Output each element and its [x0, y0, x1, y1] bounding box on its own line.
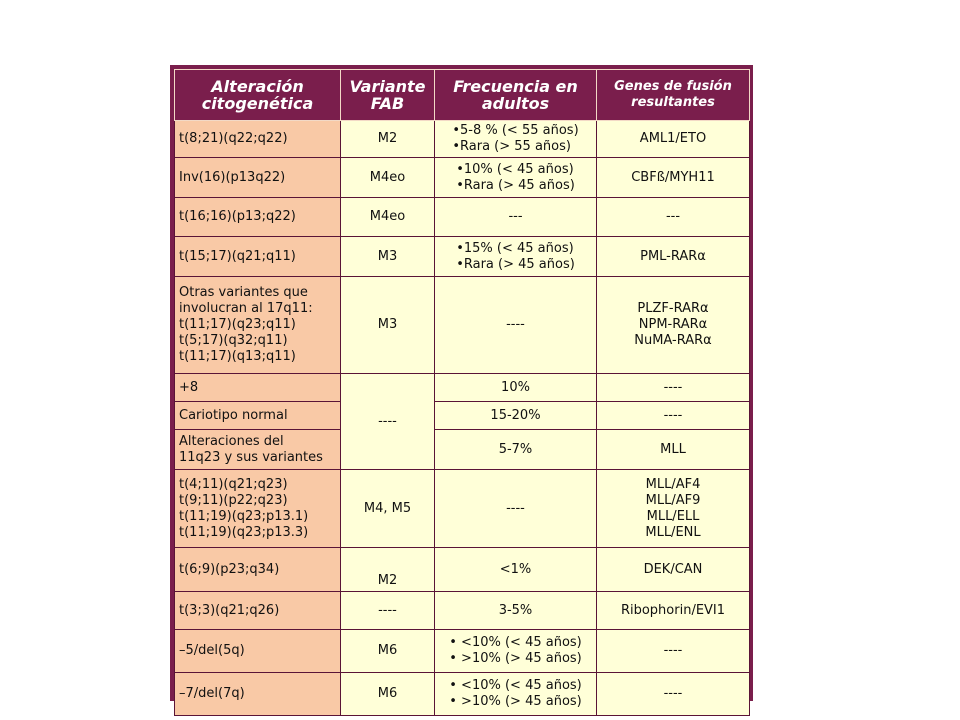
- cell-fusion-genes: Ribophorin/EVI1: [597, 592, 750, 630]
- table-row: [175, 630, 750, 673]
- cell-alteration: Otras variantes que involucran al 17q11: t(11;17)(q23;q11) t(5;17)(q32;q11) t(11;17)(q13;q11): [175, 277, 341, 374]
- header-frecuencia: Frecuencia en adultos: [435, 70, 597, 121]
- cell-alteration: t(16;16)(p13;q22): [175, 198, 341, 237]
- table-row: [175, 158, 750, 198]
- cell-frequency: ---: [435, 198, 597, 237]
- cytogenetics-table-frame: [170, 65, 753, 709]
- cell-fusion-genes: ----: [597, 630, 750, 673]
- cell-alteration: t(4;11)(q21;q23) t(9;11)(p22;q23) t(11;19)(q23;p13.1) t(11;19)(q23;p13.3): [175, 470, 341, 548]
- table-row: [175, 470, 750, 548]
- cell-alteration: +8: [175, 374, 341, 402]
- cell-frequency: ----: [435, 277, 597, 374]
- table-row: [175, 121, 750, 158]
- cell-alteration: t(15;17)(q21;q11): [175, 237, 341, 277]
- table-row: [175, 402, 750, 430]
- cell-fusion-genes: PML-RARα: [597, 237, 750, 277]
- cell-frequency: ----: [435, 470, 597, 548]
- cell-fusion-genes: PLZF-RARα NPM-RARα NuMA-RARα: [597, 277, 750, 374]
- cell-alteration: t(6;9)(p23;q34): [175, 548, 341, 592]
- cell-fab: M3: [341, 277, 435, 374]
- cell-fusion-genes: ----: [597, 402, 750, 430]
- cell-frequency: •5-8 % (< 55 años) •Rara (> 55 años): [435, 121, 597, 158]
- cell-fusion-genes: ----: [597, 673, 750, 716]
- cell-fusion-genes: MLL/AF4 MLL/AF9 MLL/ELL MLL/ENL: [597, 470, 750, 548]
- header-variante: Variante FAB: [341, 70, 435, 121]
- table-row: [175, 673, 750, 716]
- cell-alteration: t(8;21)(q22;q22): [175, 121, 341, 158]
- table-row: [175, 430, 750, 470]
- table-row: [175, 374, 750, 402]
- cell-fusion-genes: ---: [597, 198, 750, 237]
- cell-fusion-genes: AML1/ETO: [597, 121, 750, 158]
- cell-fusion-genes: ----: [597, 374, 750, 402]
- table-row: [175, 548, 750, 592]
- cell-fab: M2: [341, 121, 435, 158]
- cell-fab: M6: [341, 673, 435, 716]
- cell-alteration: Inv(16)(p13q22): [175, 158, 341, 198]
- cell-alteration: –5/del(5q): [175, 630, 341, 673]
- cell-frequency: 3-5%: [435, 592, 597, 630]
- cell-fusion-genes: CBFß/MYH11: [597, 158, 750, 198]
- table-row: [175, 277, 750, 374]
- cell-fab: M4, M5: [341, 470, 435, 548]
- cell-fab: M4eo: [341, 198, 435, 237]
- cell-frequency: <1%: [435, 548, 597, 592]
- cell-frequency: 5-7%: [435, 430, 597, 470]
- cell-alteration: Cariotipo normal: [175, 402, 341, 430]
- cell-alteration: Alteraciones del 11q23 y sus variantes: [175, 430, 341, 470]
- table-row: [175, 198, 750, 237]
- cell-fab: M2: [341, 548, 435, 592]
- cell-alteration: t(3;3)(q21;q26): [175, 592, 341, 630]
- cell-frequency: • <10% (< 45 años) • >10% (> 45 años): [435, 673, 597, 716]
- header-row: [175, 70, 750, 121]
- cell-fab: M6: [341, 630, 435, 673]
- table-row: [175, 592, 750, 630]
- cell-fusion-genes: MLL: [597, 430, 750, 470]
- cell-fab: M4eo: [341, 158, 435, 198]
- cell-frequency: 10%: [435, 374, 597, 402]
- table-row: [175, 237, 750, 277]
- cell-alteration: –7/del(7q): [175, 673, 341, 716]
- cell-fusion-genes: DEK/CAN: [597, 548, 750, 592]
- cell-fab: ----: [341, 592, 435, 630]
- cytogenetics-table: [174, 69, 750, 716]
- cell-fab: M3: [341, 237, 435, 277]
- header-alteracion: Alteración citogenética: [175, 70, 341, 121]
- cell-frequency: •15% (< 45 años) •Rara (> 45 años): [435, 237, 597, 277]
- cell-frequency: • <10% (< 45 años) • >10% (> 45 años): [435, 630, 597, 673]
- cell-frequency: •10% (< 45 años) •Rara (> 45 años): [435, 158, 597, 198]
- cell-fab: ----: [341, 374, 435, 470]
- cell-frequency: 15-20%: [435, 402, 597, 430]
- header-genes: Genes de fusión resultantes: [597, 70, 750, 121]
